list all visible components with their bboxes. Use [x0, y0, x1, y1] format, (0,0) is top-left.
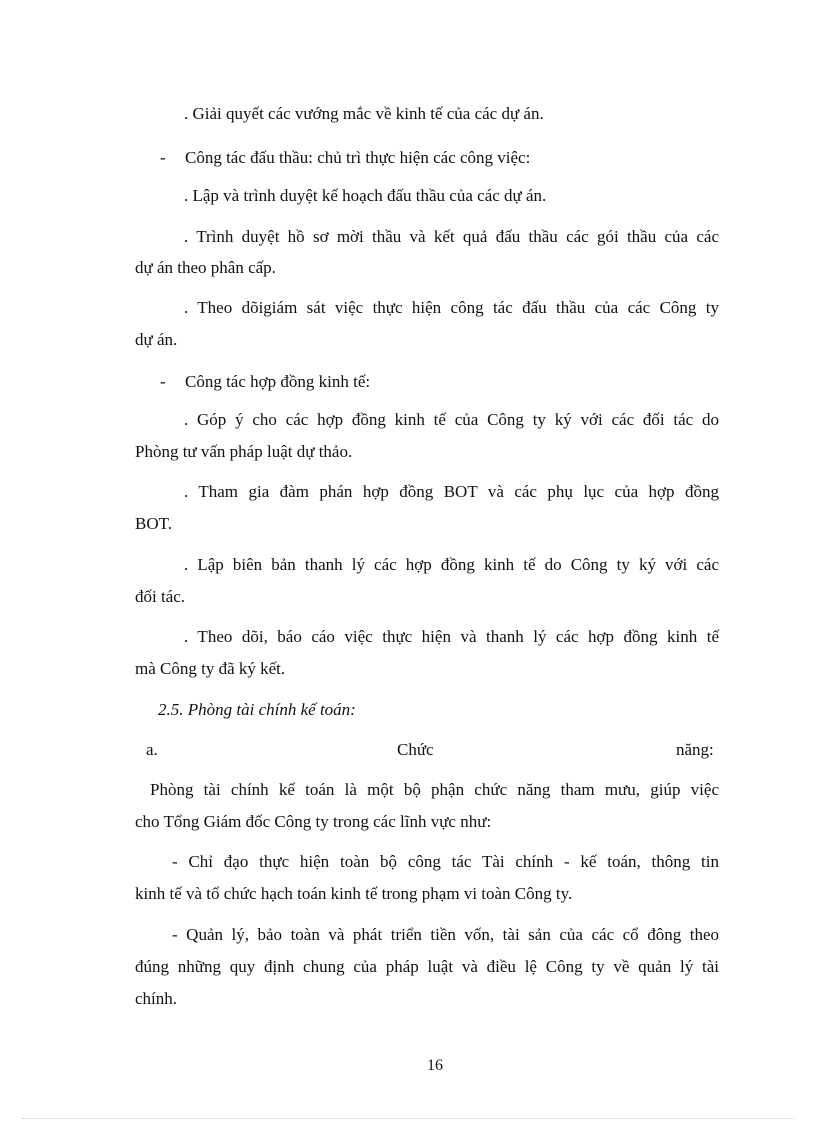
page-separator [22, 1118, 794, 1119]
subsection-letter: a. [146, 740, 158, 759]
text-line: . Tham gia đàm phán hợp đồng BOT và các phụ lục của hợp đồng [184, 482, 719, 501]
page-number: 16 [427, 1057, 443, 1074]
text-line: dự án. [135, 330, 178, 349]
text-line: . Lập và trình duyệt kế hoạch đấu thầu của các dự án. [184, 186, 547, 205]
text-line: . Góp ý cho các hợp đồng kinh tế của Công ty ký với các đối tác do [184, 410, 719, 429]
text-line: chính. [135, 989, 178, 1008]
bullet-dash: - [160, 148, 166, 167]
text-line: cho Tổng Giám đốc Công ty trong các lĩnh vực như: [135, 812, 492, 831]
text-line: kinh tế và tổ chức hạch toán kinh tế trong phạm vi toàn Công ty. [135, 884, 573, 903]
text-line: . Giải quyết các vướng mắc về kinh tế của các dự án. [184, 104, 544, 123]
subsection-word: năng: [676, 740, 714, 759]
bullet-item-contracts: Công tác hợp đồng kinh tế: [185, 372, 371, 391]
text-line: BOT. [135, 514, 172, 533]
text-line: Phòng tài chính kế toán là một bộ phận chức năng tham mưu, giúp việc [150, 780, 719, 799]
subsection-label: Chức [397, 740, 434, 759]
text-line: - Quản lý, bảo toàn và phát triển tiền vốn, tài sản của các cổ đông theo [172, 925, 719, 944]
section-heading: 2.5. Phòng tài chính kế toán: [158, 700, 356, 719]
text-line: . Lập biên bản thanh lý các hợp đồng kinh tế do Công ty ký với các [184, 555, 719, 574]
text-line: mà Công ty đã ký kết. [135, 659, 286, 678]
text-line: đúng những quy định chung của pháp luật và điều lệ Công ty về quản lý tài [135, 957, 719, 976]
text-line: . Trình duyệt hồ sơ mời thầu và kết quả đấu thầu các gói thầu của các [184, 227, 719, 246]
text-line: đối tác. [135, 587, 186, 606]
text-line: . Theo dõigiám sát việc thực hiện công tác đấu thầu của các Công ty [184, 298, 719, 317]
text-line: . Theo dõi, báo cáo việc thực hiện và thanh lý các hợp đồng kinh tế [184, 627, 719, 646]
bullet-item-bidding: Công tác đấu thầu: chủ trì thực hiện các công việc: [185, 148, 531, 167]
text-line: - Chỉ đạo thực hiện toàn bộ công tác Tài chính - kế toán, thông tin [172, 852, 719, 871]
bullet-dash: - [160, 372, 166, 391]
text-line: Phòng tư vấn pháp luật dự thảo. [135, 442, 353, 461]
text-line: dự án theo phân cấp. [135, 258, 276, 277]
